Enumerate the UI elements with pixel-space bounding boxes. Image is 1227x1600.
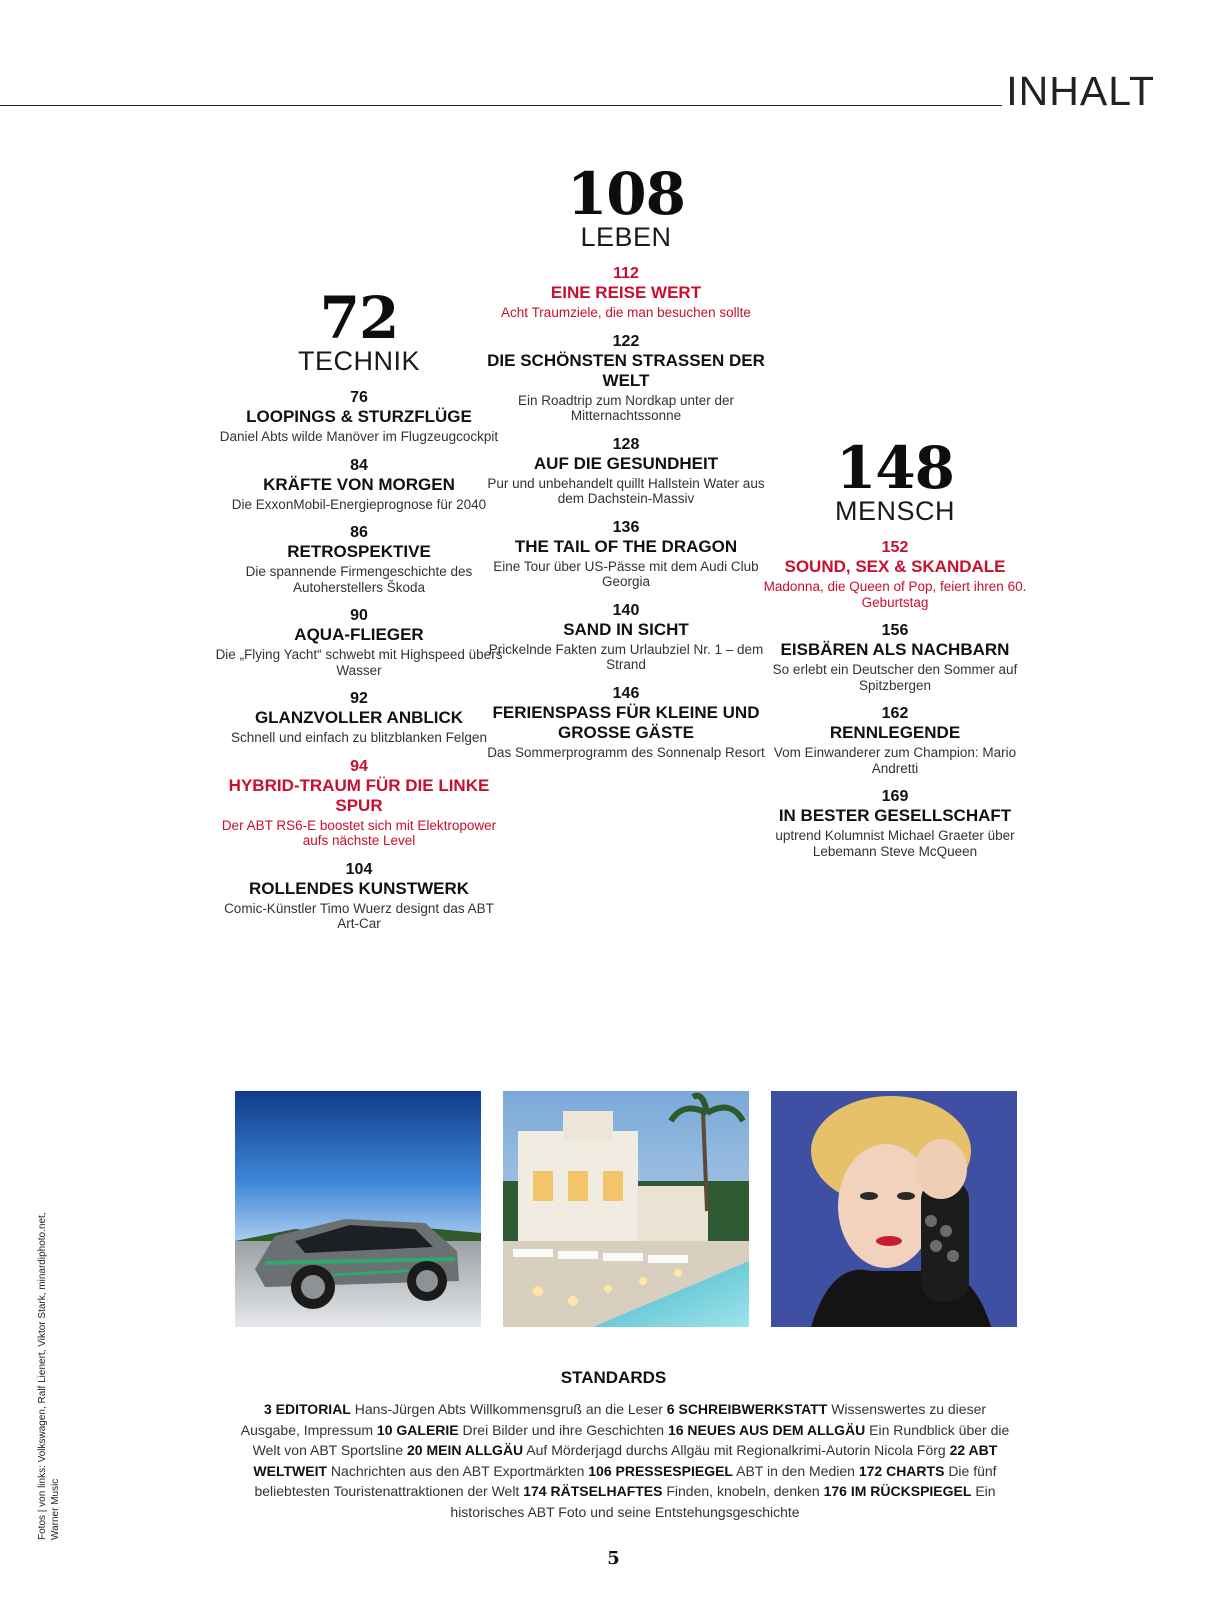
entry-title: LOOPINGS & STURZFLÜGE: [246, 407, 472, 426]
entry-page: 94: [350, 757, 368, 775]
toc-entry[interactable]: [214, 388, 504, 445]
entry-page: 84: [350, 456, 368, 474]
entry-subtitle: Madonna, die Queen of Pop, feiert ihren 60. Geburtstag: [763, 579, 1027, 610]
toc-entry[interactable]: [214, 523, 504, 595]
entry-title: KRÄFTE VON MORGEN: [263, 474, 455, 494]
standard-item[interactable]: [407, 1442, 946, 1458]
standard-item[interactable]: [264, 1401, 663, 1417]
entry-subtitle: Die spannende Firmengeschichte des Autoherstellers Škoda: [245, 564, 473, 595]
standard-desc: Nachrichten aus den ABT Exportmärkten: [330, 1462, 585, 1479]
entry-subtitle: So erlebt ein Deutscher den Sommer auf Spitzbergen: [772, 662, 1018, 693]
entry-title: SOUND, SEX & SKANDALE: [784, 557, 1006, 576]
entry-subtitle: Der ABT RS6-E boostet sich mit Elektropower aufs nächste Level: [221, 817, 497, 848]
entry-page: 86: [350, 524, 368, 541]
entry-page: 76: [350, 389, 368, 406]
toc-entry[interactable]: [481, 684, 771, 761]
toc-entry[interactable]: [214, 860, 504, 932]
standard-item[interactable]: [377, 1422, 664, 1438]
entry-subtitle: Vom Einwanderer zum Champion: Mario Andretti: [773, 745, 1017, 776]
toc-entry[interactable]: [481, 518, 771, 590]
section-title: LEBEN: [580, 222, 672, 252]
photo-car[interactable]: [235, 1091, 481, 1327]
page-number: 5: [607, 1548, 620, 1569]
section-title: TECHNIK: [297, 346, 420, 376]
entry-subtitle: Das Sommerprogramm des Sonnenalp Resort: [487, 744, 765, 760]
entry-title: AUF DIE GESUNDHEIT: [533, 453, 719, 473]
standard-label: 6 SCHREIBWERKSTATT: [666, 1401, 828, 1417]
toc-entry-highlight[interactable]: [214, 757, 504, 849]
entry-subtitle: Eine Tour über US-Pässe mit dem Audi Club Georgia: [493, 558, 759, 589]
entry-title: ROLLENDES KUNSTWERK: [248, 878, 470, 898]
entry-title: EISBÄREN ALS NACHBARN: [780, 640, 1010, 659]
entry-title: HYBRID-TRAUM FÜR DIE LINKE SPUR: [228, 775, 490, 815]
entry-title: IN BESTER GESELLSCHAFT: [778, 806, 1012, 825]
photo-credit: Fotos | von links: Volkswagen, Ralf Lienert, Viktor Stark, minardiphoto.net, Warner Music: [37, 1212, 61, 1540]
entry-title: EINE REISE WERT: [550, 283, 702, 302]
section-number: 108: [566, 160, 686, 228]
section-number: 72: [319, 284, 399, 352]
entry-page: 156: [881, 622, 909, 639]
entry-page: 136: [612, 518, 640, 536]
page-title: INHALT: [1006, 68, 1155, 114]
toc-entry[interactable]: [750, 787, 1040, 859]
section-title: MENSCH: [834, 496, 955, 526]
standard-desc: ABT in den Medien: [736, 1462, 855, 1479]
entry-subtitle: Schnell und einfach zu blitzblanken Felgen: [231, 730, 487, 745]
standard-desc: Drei Bilder und ihre Geschichten: [462, 1421, 665, 1438]
entry-subtitle: Ein Roadtrip zum Nordkap unter der Mitternachtssonne: [517, 392, 735, 423]
entry-page: 146: [612, 684, 640, 702]
section-leben: [481, 160, 771, 771]
toc-entry[interactable]: [481, 435, 771, 507]
toc-entry[interactable]: [214, 456, 504, 513]
toc-entry[interactable]: [214, 689, 504, 746]
standard-label: 176 IM RÜCKSPIEGEL: [823, 1483, 972, 1499]
entry-title: SAND IN SICHT: [563, 619, 689, 639]
standard-label: 106 PRESSESPIEGEL: [588, 1462, 733, 1479]
standard-label: 10 GALERIE: [376, 1421, 459, 1438]
entry-subtitle: Die „Flying Yacht“ schwebt mit Highspeed übers Wasser: [215, 647, 503, 678]
toc-entry[interactable]: [750, 704, 1040, 776]
toc-entry-highlight[interactable]: [750, 538, 1040, 610]
entry-title: AQUA-FLIEGER: [294, 625, 424, 644]
standard-desc: Auf Mörderjagd durchs Allgäu mit Regionalkrimi-Autorin Nicola Förg: [526, 1442, 946, 1458]
standards-title: STANDARDS: [560, 1368, 667, 1387]
entry-page: 122: [612, 332, 640, 350]
entry-title: RENNLEGENDE: [829, 723, 961, 742]
toc-entry[interactable]: [750, 621, 1040, 693]
standard-label: 16 NEUES AUS DEM ALLGÄU: [667, 1421, 866, 1438]
entry-page: 92: [350, 690, 368, 707]
toc-entry[interactable]: [214, 606, 504, 678]
standard-label: 3 EDITORIAL: [263, 1401, 351, 1417]
photo-madonna[interactable]: [771, 1091, 1017, 1327]
entry-page: 140: [612, 601, 640, 619]
standard-label: 22 ABT WELTWEIT: [253, 1442, 998, 1479]
photo-resort[interactable]: [503, 1091, 749, 1327]
entry-page: 169: [881, 788, 909, 805]
section-mensch: [750, 434, 1040, 870]
entry-subtitle: Acht Traumziele, die man besuchen sollte: [501, 305, 751, 320]
standard-desc: Finden, knobeln, denken: [666, 1483, 820, 1499]
entry-page: 162: [881, 705, 909, 722]
standard-desc: Ein Rundblick über die Welt von ABT Sportsline: [252, 1421, 1010, 1458]
standard-desc: Hans-Jürgen Abts Willkommensgruß an die Leser: [354, 1401, 663, 1417]
entry-subtitle: uptrend Kolumnist Michael Graeter über Lebemann Steve McQueen: [775, 828, 1015, 859]
entry-subtitle: Daniel Abts wilde Manöver im Flugzeugcockpit: [219, 429, 499, 444]
entry-page: 128: [612, 435, 640, 453]
entry-title: RETROSPEKTIVE: [287, 542, 431, 561]
entry-page: 104: [345, 860, 373, 878]
standard-desc: Wissenswertes zu dieser Ausgabe, Impressum: [240, 1401, 987, 1438]
standard-label: 174 RÄTSELHAFTES: [523, 1483, 663, 1499]
standard-desc: Die fünf beliebtesten Touristenattraktionen der Welt: [254, 1462, 997, 1499]
standard-desc: Ein historisches ABT Foto und seine Entstehungsgeschichte: [450, 1483, 996, 1520]
entry-title: THE TAIL OF THE DRAGON: [514, 536, 738, 556]
entry-page: 112: [613, 265, 639, 282]
standard-item[interactable]: [523, 1483, 819, 1499]
entry-page: 152: [881, 539, 909, 556]
entry-page: 90: [350, 607, 368, 624]
section-number: 148: [835, 434, 955, 502]
entry-subtitle: Prickelnde Fakten zum Urlaubziel Nr. 1 – dem Strand: [488, 641, 764, 672]
toc-entry[interactable]: [481, 332, 771, 424]
entry-title: FERIENSPASS FÜR KLEINE UND GROSSE GÄSTE: [492, 702, 760, 742]
entry-subtitle: Comic-Künstler Timo Wuerz designt das ABT Art-Car: [224, 900, 494, 931]
standard-item[interactable]: [588, 1463, 855, 1479]
entry-subtitle: Die ExxonMobil-Energieprognose für 2040: [231, 496, 487, 512]
standards-list: [240, 1399, 1010, 1522]
toc-entry[interactable]: [481, 601, 771, 673]
entry-subtitle: Pur und unbehandelt quillt Hallstein Water aus dem Dachstein-Massiv: [487, 475, 765, 506]
standard-label: 172 CHARTS: [858, 1462, 945, 1479]
toc-entry-highlight[interactable]: [481, 264, 771, 321]
entry-title: GLANZVOLLER ANBLICK: [254, 708, 464, 727]
section-technik: [214, 284, 504, 943]
header-rule: [0, 105, 1002, 106]
standard-label: 20 MEIN ALLGÄU: [407, 1442, 524, 1458]
entry-title: DIE SCHÖNSTEN STRASSEN DER WELT: [487, 350, 765, 390]
